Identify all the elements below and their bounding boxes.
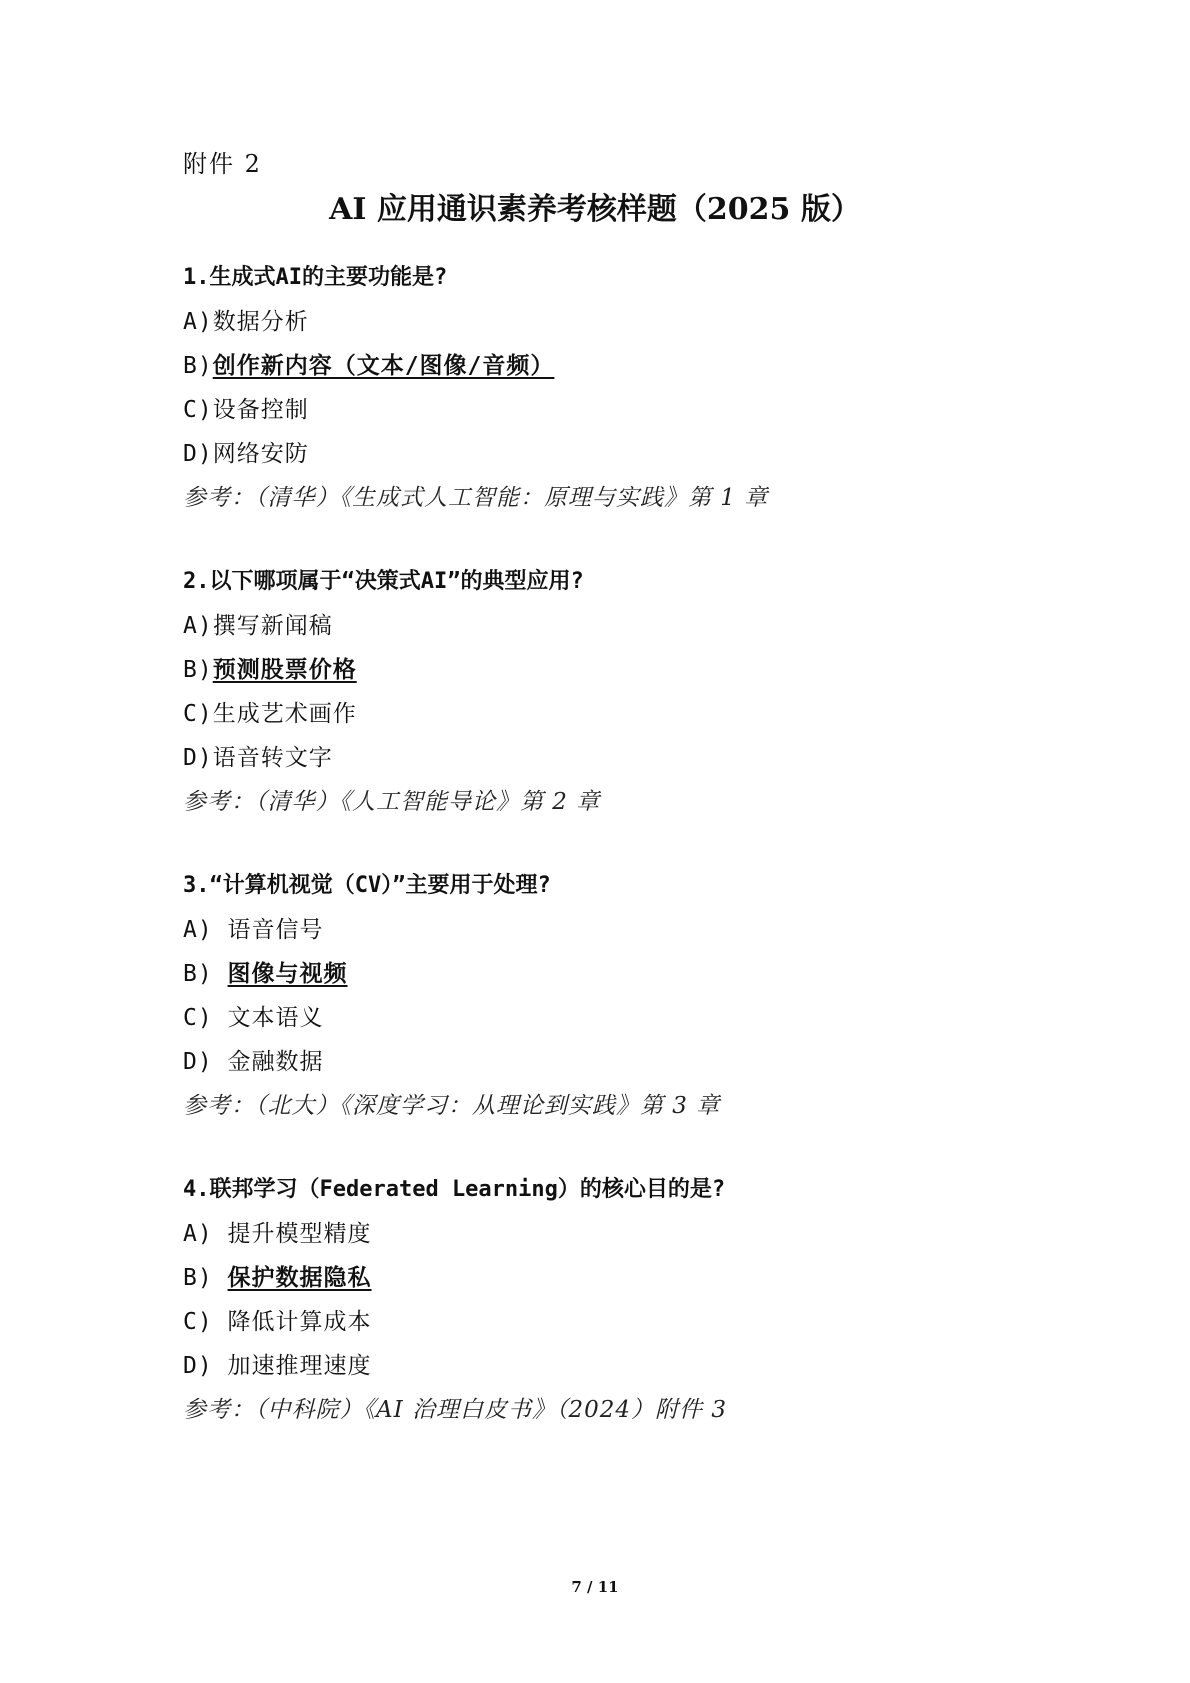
option-b bbox=[183, 648, 1043, 692]
page-number: 7 / 11 bbox=[571, 1578, 619, 1596]
reference-note: 参考：（北大）《深度学习：从理论到实践》第 3 章 bbox=[183, 1093, 721, 1119]
correct-option-text: 图像与视频 bbox=[227, 961, 348, 987]
option-a bbox=[183, 908, 1043, 952]
option-b bbox=[183, 1256, 1043, 1300]
option-d bbox=[183, 1344, 1043, 1388]
option-prefix: A) bbox=[183, 613, 213, 639]
option-prefix: B) bbox=[183, 1265, 228, 1291]
option-c bbox=[183, 388, 1043, 432]
option-text: 设备控制 bbox=[212, 397, 309, 423]
option-text: 撰写新闻稿 bbox=[212, 613, 333, 639]
option-prefix: A) bbox=[183, 1221, 228, 1247]
option-d bbox=[183, 432, 1043, 476]
option-prefix: C) bbox=[183, 397, 213, 423]
option-prefix: C) bbox=[183, 701, 213, 727]
option-a bbox=[183, 1212, 1043, 1256]
option-prefix: D) bbox=[183, 745, 213, 771]
option-d bbox=[183, 736, 1043, 780]
option-prefix: D) bbox=[183, 1049, 228, 1075]
option-prefix: A) bbox=[183, 917, 228, 943]
option-text: 语音转文字 bbox=[212, 745, 333, 771]
option-a bbox=[183, 300, 1043, 344]
correct-option-text: 保护数据隐私 bbox=[227, 1265, 372, 1291]
question-1 bbox=[183, 256, 1043, 520]
question-2 bbox=[183, 560, 1043, 824]
question-stem: 2.以下哪项属于“决策式AI”的典型应用? bbox=[183, 569, 584, 594]
option-prefix: D) bbox=[183, 1353, 228, 1379]
correct-option-text: 创作新内容（文本/图像/音频） bbox=[212, 353, 555, 379]
reference-note: 参考：（清华）《生成式人工智能：原理与实践》第 1 章 bbox=[183, 485, 769, 511]
option-c bbox=[183, 692, 1043, 736]
question-stem: 1.生成式AI的主要功能是? bbox=[183, 265, 448, 290]
option-prefix: B) bbox=[183, 657, 213, 683]
option-prefix: B) bbox=[183, 353, 213, 379]
correct-option-text: 预测股票价格 bbox=[212, 657, 357, 683]
option-prefix: D) bbox=[183, 441, 213, 467]
reference-note: 参考：（清华）《人工智能导论》第 2 章 bbox=[183, 789, 601, 815]
option-c bbox=[183, 996, 1043, 1040]
option-text: 文本语义 bbox=[227, 1005, 324, 1031]
option-text: 提升模型精度 bbox=[227, 1221, 372, 1247]
reference-note: 参考：（中科院）《AI 治理白皮书》（2024）附件 3 bbox=[183, 1397, 727, 1423]
option-text: 语音信号 bbox=[227, 917, 324, 943]
question-3 bbox=[183, 864, 1043, 1128]
option-text: 数据分析 bbox=[212, 309, 309, 335]
option-prefix: A) bbox=[183, 309, 213, 335]
option-a bbox=[183, 604, 1043, 648]
option-c bbox=[183, 1300, 1043, 1344]
option-prefix: B) bbox=[183, 961, 228, 987]
option-text: 生成艺术画作 bbox=[212, 701, 357, 727]
question-stem: 4.联邦学习（Federated Learning）的核心目的是? bbox=[183, 1177, 726, 1202]
question-stem: 3.“计算机视觉（CV）”主要用于处理? bbox=[183, 873, 551, 898]
option-text: 网络安防 bbox=[212, 441, 309, 467]
option-b bbox=[183, 952, 1043, 996]
option-prefix: C) bbox=[183, 1005, 228, 1031]
option-d bbox=[183, 1040, 1043, 1084]
option-text: 加速推理速度 bbox=[227, 1353, 372, 1379]
option-prefix: C) bbox=[183, 1309, 228, 1335]
question-4 bbox=[183, 1168, 1043, 1432]
question-list bbox=[183, 256, 1043, 1472]
option-text: 降低计算成本 bbox=[227, 1309, 372, 1335]
option-b bbox=[183, 344, 1043, 388]
document-title: AI 应用通识素养考核样题（2025 版） bbox=[329, 192, 861, 227]
attachment-label: 附件 2 bbox=[183, 150, 262, 178]
option-text: 金融数据 bbox=[227, 1049, 324, 1075]
